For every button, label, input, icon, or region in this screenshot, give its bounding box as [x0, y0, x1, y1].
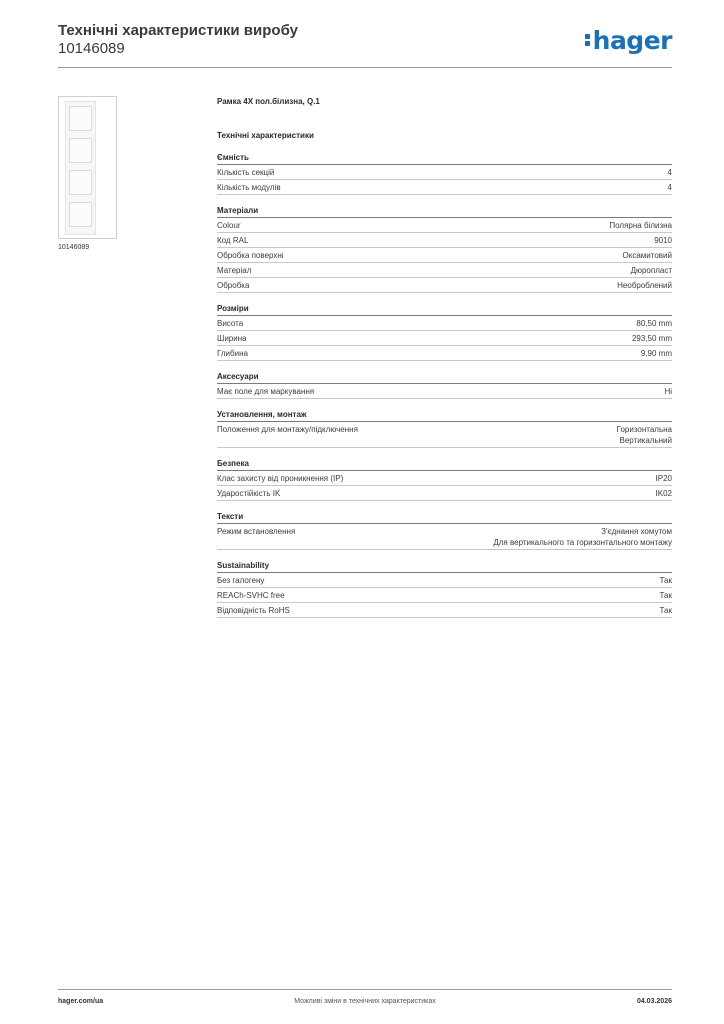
- spec-value: [623, 250, 672, 261]
- spec-label: Кількість модулів: [217, 183, 281, 192]
- spec-label: REACh-SVHC free: [217, 591, 285, 600]
- spec-row: [217, 180, 672, 195]
- frame-cell: [69, 170, 92, 195]
- spec-heading: Технічні характеристики: [217, 131, 314, 140]
- spec-sections: [217, 152, 672, 618]
- spec-value: [668, 167, 672, 178]
- spec-value-line: Так: [659, 576, 672, 585]
- spec-label: Має поле для маркування: [217, 387, 315, 396]
- spec-value: [493, 526, 672, 548]
- spec-label: Код RAL: [217, 236, 249, 245]
- frame-cell: [69, 202, 92, 227]
- hager-logo: [585, 26, 672, 55]
- spec-section: [217, 303, 672, 361]
- spec-label: Кількість секцій: [217, 168, 275, 177]
- spec-value: [660, 590, 672, 601]
- spec-label: Ширина: [217, 334, 247, 343]
- spec-value-line: Горизонтальна: [616, 425, 672, 434]
- spec-row: [217, 248, 672, 263]
- spec-value-line: Дюропласт: [630, 266, 672, 275]
- spec-label: Обробка поверхні: [217, 251, 284, 260]
- footer-divider: [58, 989, 672, 990]
- page-title: Технічні характеристики виробу: [58, 22, 298, 39]
- section-title: Тексти: [217, 511, 672, 524]
- spec-row: [217, 422, 672, 448]
- spec-value-line: 4: [667, 168, 672, 177]
- spec-value: [641, 348, 672, 359]
- section-title: Розміри: [217, 303, 672, 316]
- spec-value-line: IK02: [655, 489, 672, 498]
- spec-row: [217, 331, 672, 346]
- spec-value-line: Ні: [664, 387, 672, 396]
- section-title: Sustainability: [217, 560, 672, 573]
- section-title: Аксесуари: [217, 371, 672, 384]
- spec-value: [664, 386, 672, 397]
- spec-row: [217, 573, 672, 588]
- spec-value-line: Так: [659, 606, 672, 615]
- spec-row: [217, 316, 672, 331]
- spec-value-line: Так: [659, 591, 672, 600]
- spec-value-line: Оксамитовий: [622, 251, 672, 260]
- spec-value-line: Вертикальний: [619, 436, 672, 445]
- spec-label: Відповідність RoHS: [217, 606, 290, 615]
- spec-section: [217, 511, 672, 550]
- spec-value-line: IP20: [655, 474, 672, 483]
- spec-row: [217, 471, 672, 486]
- spec-content: [217, 96, 672, 618]
- spec-row: [217, 384, 672, 399]
- spec-row: [217, 165, 672, 180]
- spec-value-line: Для вертикального та горизонтального монтажу: [493, 538, 672, 547]
- spec-value-line: Необроблений: [617, 281, 672, 290]
- spec-value: [636, 318, 672, 329]
- image-caption: 10146089: [58, 244, 90, 251]
- spec-label: Colour: [217, 221, 241, 230]
- section-title: Ємність: [217, 152, 672, 165]
- footer-website-link[interactable]: hager.com/ua: [58, 998, 104, 1005]
- section-title: Безпека: [217, 458, 672, 471]
- spec-section: [217, 371, 672, 399]
- spec-value: [609, 220, 672, 231]
- spec-value-line: З'єднання хомутом: [601, 527, 672, 536]
- spec-value-line: 80,50 mm: [636, 319, 672, 328]
- spec-row: [217, 603, 672, 618]
- spec-row: [217, 588, 672, 603]
- product-code: 10146089: [58, 40, 125, 57]
- footer-date: 04.03.2026: [636, 998, 672, 1005]
- spec-section: [217, 560, 672, 618]
- spec-value-line: 293,50 mm: [631, 334, 672, 343]
- spec-row: [217, 263, 672, 278]
- spec-value: [656, 473, 672, 484]
- section-title: Матеріали: [217, 205, 672, 218]
- spec-value: [654, 235, 672, 246]
- spec-label: Ударостійкість IK: [217, 489, 281, 498]
- spec-value: [617, 280, 672, 291]
- spec-value: [631, 265, 672, 276]
- header-divider: [58, 67, 672, 68]
- spec-row: [217, 486, 672, 501]
- spec-row: [217, 524, 672, 550]
- spec-section: [217, 152, 672, 195]
- spec-label: Глибина: [217, 349, 248, 358]
- frame-cell: [69, 138, 92, 163]
- spec-section: [217, 409, 672, 448]
- frame-cell: [69, 106, 92, 131]
- spec-label: Режим встановлення: [217, 527, 296, 536]
- product-name: Рамка 4X пол.білизна, Q.1: [217, 97, 320, 106]
- spec-value: [660, 575, 672, 586]
- footer-note: Можливі зміни в технічних характеристиках: [294, 998, 436, 1005]
- spec-value: [656, 488, 672, 499]
- spec-row: [217, 233, 672, 248]
- spec-label: Матеріал: [217, 266, 252, 275]
- page-header: [58, 22, 672, 58]
- spec-label: Без галогену: [217, 576, 265, 585]
- frame-illustration: [65, 101, 96, 235]
- spec-value-line: Полярна білизна: [609, 221, 672, 230]
- spec-value: [617, 424, 672, 446]
- spec-value-line: 4: [667, 183, 672, 192]
- spec-value: [668, 182, 672, 193]
- spec-value-line: 9010: [654, 236, 672, 245]
- spec-value-line: 9,90 mm: [640, 349, 672, 358]
- spec-row: [217, 218, 672, 233]
- spec-value: [632, 333, 672, 344]
- product-image: [58, 96, 117, 239]
- logo-dots-icon: [585, 32, 591, 48]
- logo-text: hager: [592, 26, 672, 55]
- spec-label: Положення для монтажу/підключення: [217, 425, 358, 434]
- section-title: Установлення, монтаж: [217, 409, 672, 422]
- spec-label: Висота: [217, 319, 244, 328]
- spec-label: Обробка: [217, 281, 250, 290]
- spec-value: [660, 605, 672, 616]
- spec-section: [217, 458, 672, 501]
- spec-label: Клас захисту від проникнення (IP): [217, 474, 344, 483]
- spec-section: [217, 205, 672, 293]
- spec-row: [217, 346, 672, 361]
- spec-row: [217, 278, 672, 293]
